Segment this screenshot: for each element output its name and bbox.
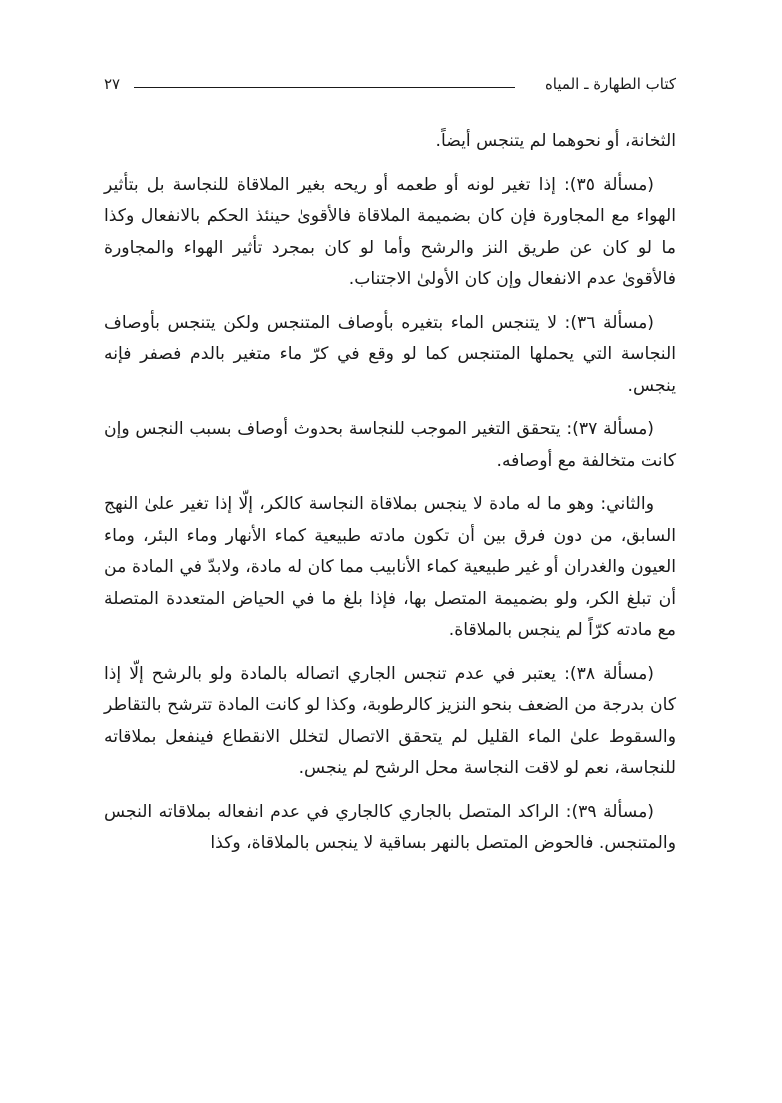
paragraph-second-type: والثاني: وهو ما له مادة لا ينجس بملاقاة النجاسة كالكر، إلّا إذا تغير علىٰ النهج السابق، من دون فرق بين أن تكون مادته طبيعية كماء الأنهار وماء البئر، وماء العيون والغدران أو غير طبيعية كماء الأنابيب مما كان له مادة، ولابدّ في المادة من أن تبلغ الكر، ولو بضميمة المتصل بها، فإذا بلغ ما في الحياض المتعددة المتصلة مع مادته كرّاً لم ينجس بالملاقاة. — [104, 494, 676, 640]
paragraph-masala-37: (مسألة ٣٧): يتحقق التغير الموجب للنجاسة بحدوث أوصاف بسبب النجس وإن كانت متخالفة مع أوصافه. — [104, 419, 676, 471]
book-page — [104, 70, 676, 872]
header-rule — [134, 87, 515, 88]
running-header — [104, 70, 676, 98]
paragraph-continuation: الثخانة، أو نحوهما لم يتنجس أيضاً. — [435, 131, 676, 151]
chapter-title: كتاب الطهارة ـ المياه — [544, 75, 676, 93]
paragraph-masala-36: (مسألة ٣٦): لا يتنجس الماء بتغيره بأوصاف المتنجس ولكن يتنجس بأوصاف النجاسة التي يحملها المتنجس كما لو وقع في كرّ ماء متغير بالدم فصفر فإنه ينجس. — [104, 312, 676, 396]
paragraph-masala-39: (مسألة ٣٩): الراكد المتصل بالجاري كالجاري في عدم انفعاله بملاقاته النجس والمتنجس. فالحوض المتصل بالنهر بساقية لا ينجس بالملاقاة، وكذا — [104, 801, 676, 853]
page-number: ٢٧ — [104, 75, 121, 93]
paragraph-masala-35: (مسألة ٣٥): إذا تغير لونه أو طعمه أو ريحه بغير الملاقاة للنجاسة بل بتأثير الهواء مع المجاورة فإن كان بضميمة الملاقاة فالأقوىٰ حينئذ الحكم بالانفعال وكذا ما لو كان عن طريق النز والرشح وأما لو كان بمجرد تأثير الهواء والمجاورة فالأقوىٰ عدم الانفعال وإن كان الأولىٰ الاجتناب. — [104, 174, 676, 289]
body-text — [104, 126, 676, 860]
paragraph-masala-38: (مسألة ٣٨): يعتبر في عدم تنجس الجاري اتصاله بالمادة ولو بالرشح إلّا إذا كان بدرجة من الضعف بنحو النزيز كالرطوبة، وكذا لو كانت المادة تترشح بالتقاطر والسقوط علىٰ الماء القليل لم يتحقق الاتصال لتخلل الانقطاع فينفعل بملاقاته للنجاسة، نعم لو لاقت النجاسة محل الرشح لم ينجس. — [104, 663, 676, 778]
